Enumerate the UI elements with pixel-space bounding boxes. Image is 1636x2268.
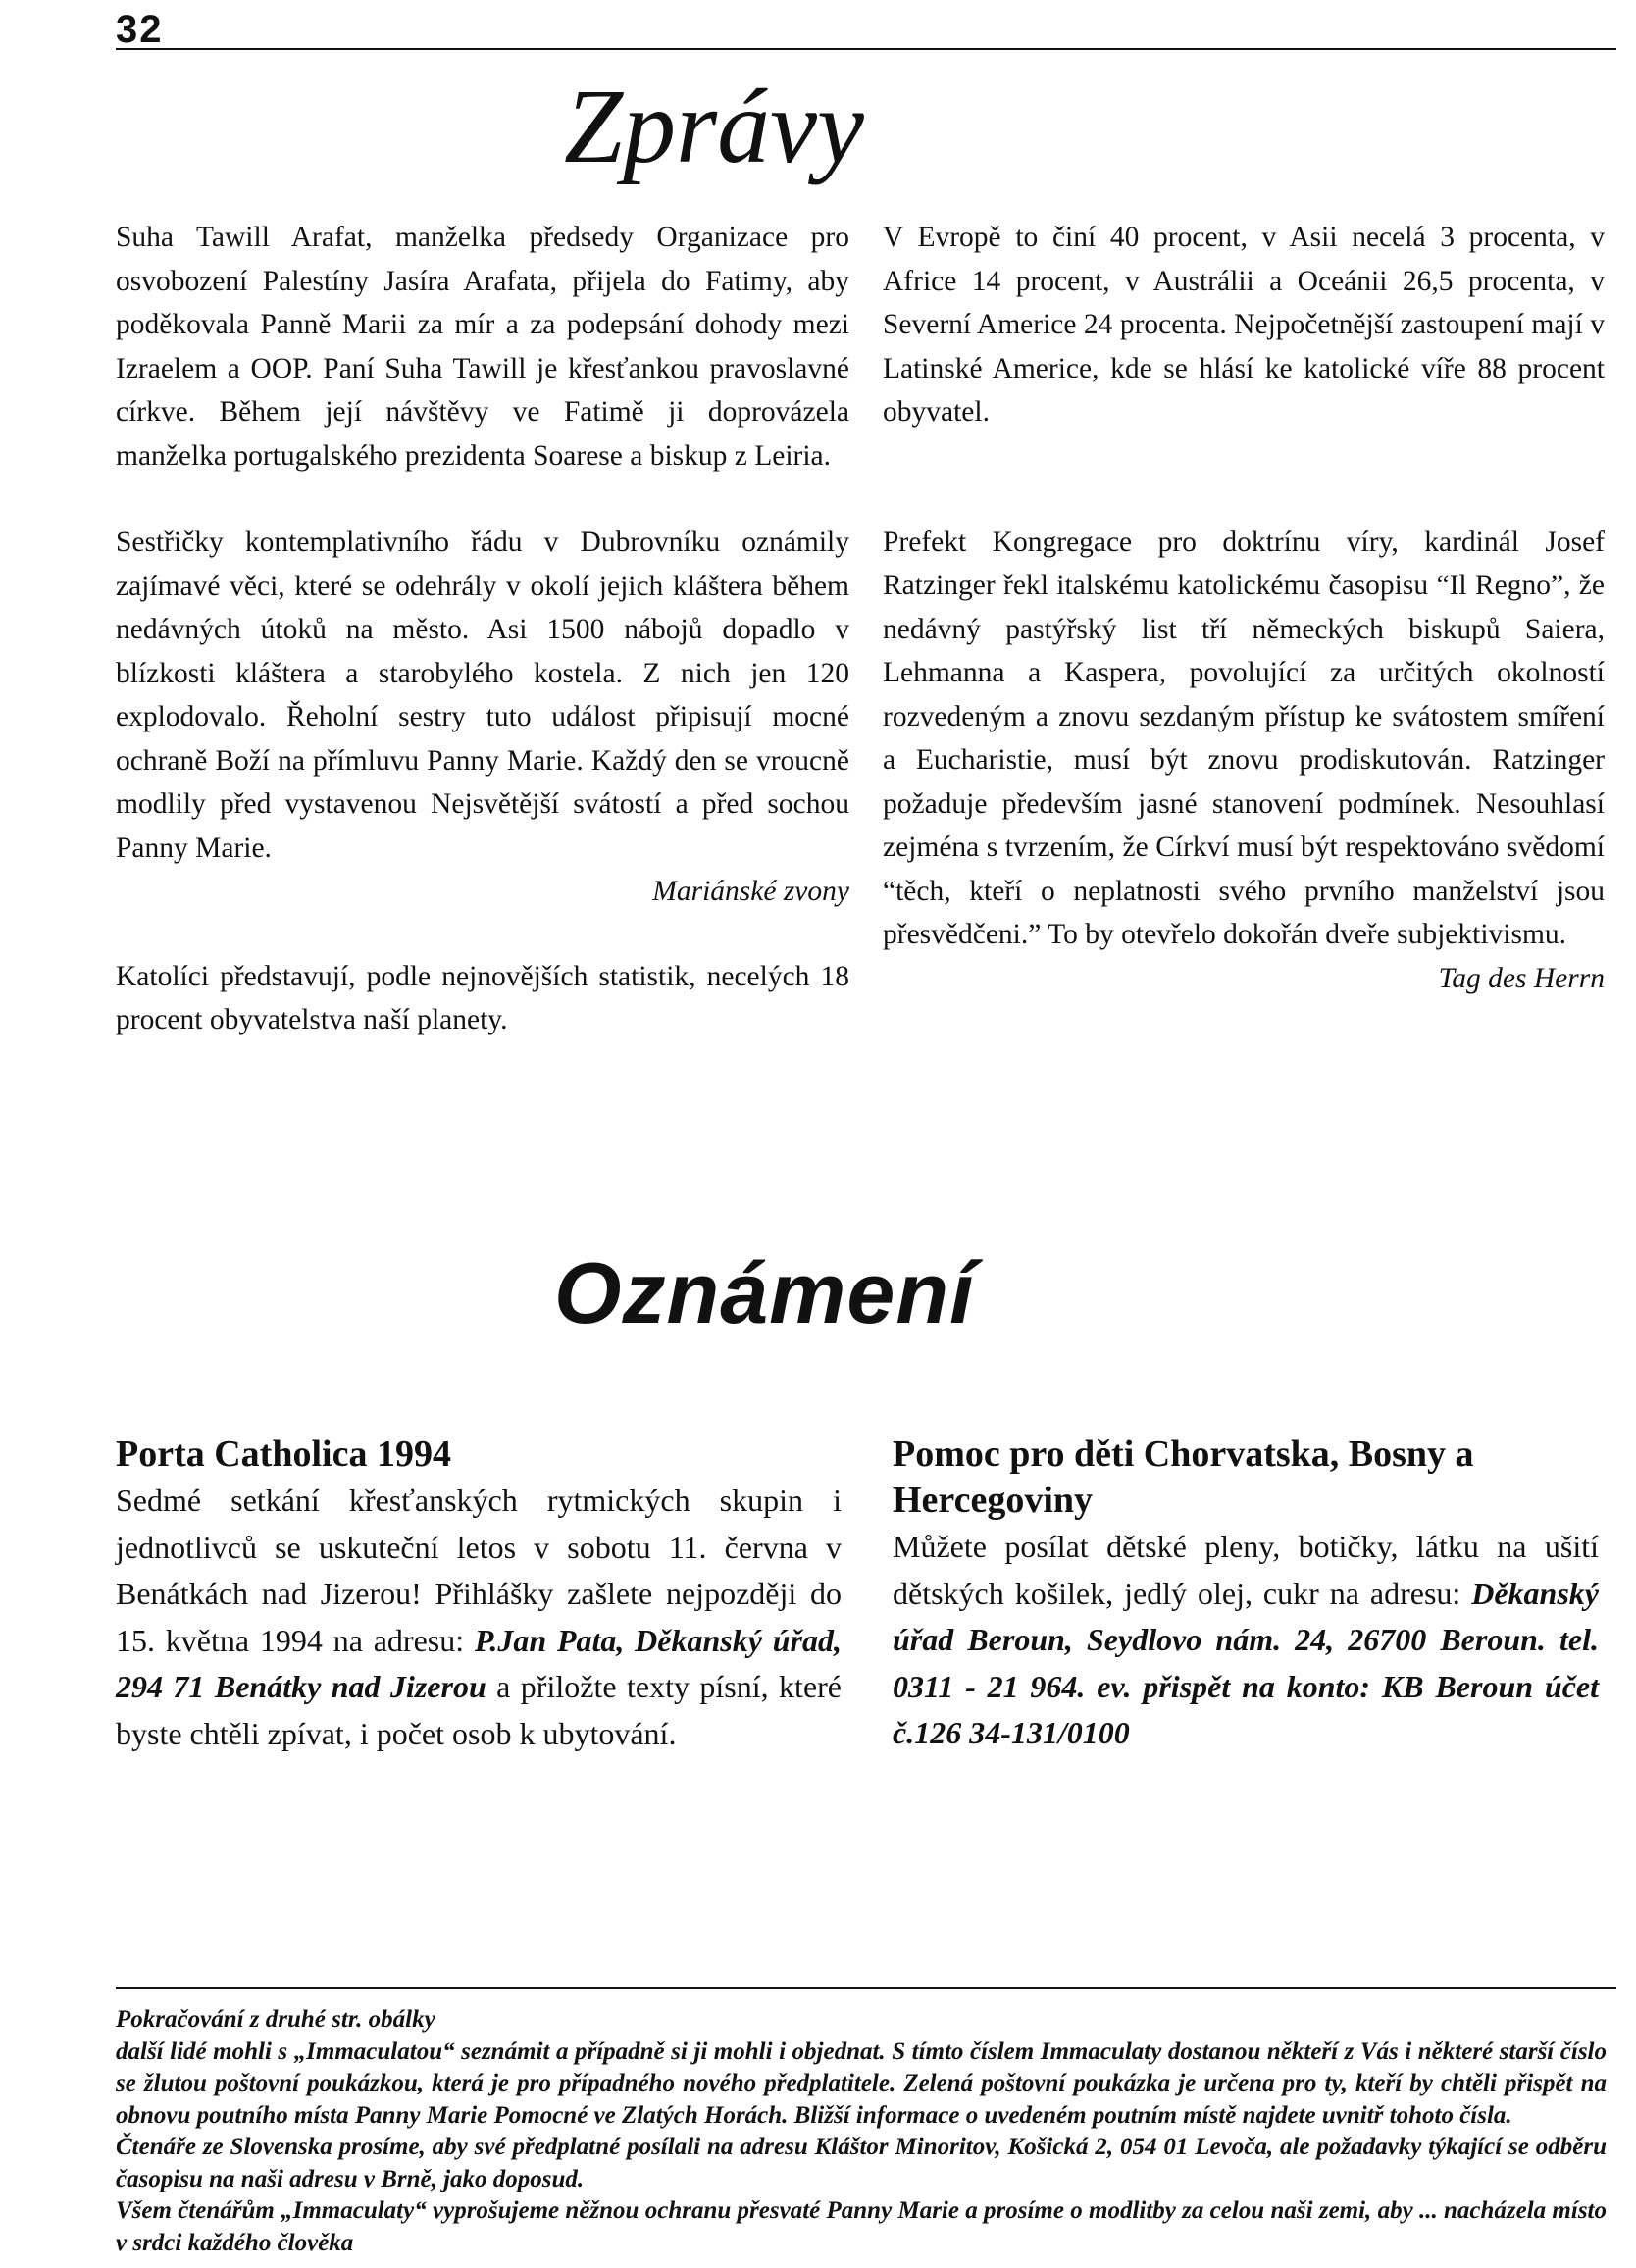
footer-heading: Pokračování z druhé str. obálky — [116, 2006, 435, 2033]
announcement-porta-catholica — [116, 1432, 842, 1757]
announcement-text: Sedmé setkání křesťanských rytmických skupin i jednotlivců se uskuteční letos v sobotu 11. června v Benátkách nad Jizerou! Přihlášky zašlete nejpozději do 15. května 1994 na adresu: P.Jan Pata, Děkanský úřad, 294 71 Benátky nad Jizerou a přiložte texty písní, které byste chtěli zpívat, i počet osob k ubytování. — [116, 1483, 843, 1751]
footer-notice — [116, 2004, 1607, 2259]
footer-paragraph: Čtenáře ze Slovenska prosíme, aby své předplatné posílali na adresu Kláštor Minoritov, Košická 2, 054 01 Levoča, ale požadavky týkající se odběru časopisu na naši adresu v Brně, jako doposud. — [116, 2134, 1607, 2192]
source-marianske-zvony: Mariánské zvony — [652, 876, 849, 907]
news-arafat: Suha Tawill Arafat, manželka předsedy Organizace pro osvobození Palestíny Jasíra Arafata, přijela do Fatimy, aby poděkovala Panně Marii za mír a za podepsání dohody mezi Izraelem a OOP. Paní Suha Tawill je křesťankou pravoslavné církve. Během její návštěvy ve Fatimě ji doprovázela manželka portugalského prezidenta Soarese a biskup z Leiria. — [116, 222, 849, 472]
announcement-children-aid — [893, 1432, 1599, 1757]
news-left-column — [116, 216, 849, 1042]
announcement-heading: Porta Catholica 1994 — [116, 1434, 451, 1475]
announcement-address: P.Jan Pata, Děkanský úřad, 294 71 Benátky nad Jizerou — [116, 1622, 843, 1704]
top-rule — [116, 48, 1616, 50]
announcement-heading: Pomoc pro děti Chorvatska, Bosny a Hercegoviny — [893, 1434, 1474, 1521]
news-dubrovnik: Sestřičky kontemplativního řádu v Dubrovníku oznámily zajímavé věci, které se odehrály v okolí jejich kláštera během nedávných útoků na město. Asi 1500 nábojů dopadlo v blízkosti kláštera a starobylého kostela. Z nich jen 120 explodovalo. Řeholní sestry tuto událost připisují mocné ochraně Boží na přímluvu Panny Marie. Každý den se vroucně modlily před vystavenou Nejsvětější svátostí a před sochou Panny Marie. — [116, 527, 849, 864]
section-title: Zprávy — [564, 69, 864, 185]
source-tag-des-herrn: Tag des Herrn — [1438, 962, 1605, 994]
news-right-column — [883, 216, 1605, 1000]
footer-paragraph: další lidé mohli s „Immaculatou“ seznámit a případně si ji mohli i objednat. S tímto číslem Immaculaty dostanou někteří z Vás i některé starší číslo se žlutou poštovní poukázkou, která je pro případného nového předplatitele. Zelená poštovní poukázka je určena pro ty, kteří by chtěli přispět na obnovu poutního místa Panny Marie Pomocné ve Zlatých Horách. Bližší informace o uvedeném poutním místě najdete uvnitř tohoto čísla. — [116, 2038, 1607, 2129]
news-stats-continued: V Evropě to činí 40 procent, v Asii necelá 3 procenta, v Africe 14 procent, v Austrálii a Oceánii 26,5 procenta, v Severní Americe 24 procenta. Nejpočetnější zastoupení mají v Latinské Americe, kde se hlásí ke katolické víře 88 procent obyvatel. — [883, 222, 1605, 428]
announcement-address: Děkanský úřad Beroun, Seydlovo nám. 24, 26700 Beroun. tel. 0311 - 21 964. ev. přispět na konto: KB Beroun účet č.126 34-131/0100 — [893, 1575, 1599, 1750]
announcement-text: Můžete posílat dětské pleny, botičky, látku na ušití dětských košilek, jedlý olej, cukr na adresu: Děkanský úřad Beroun, Seydlovo nám. 24, 26700 Beroun. tel. 0311 - 21 964. ev. přispět na konto: KB Beroun účet č.126 34-131/0100 — [893, 1529, 1599, 1750]
footer-paragraph: Všem čtenářům „Immaculaty“ vyprošujeme něžnou ochranu přesvaté Panny Marie a prosíme o modlitby za celou naši zemi, aby ... nacházela místo v srdci každého člověka — [116, 2197, 1607, 2256]
news-ratzinger: Prefekt Kongregace pro doktrínu víry, kardinál Josef Ratzinger řekl italskému katolickému časopisu “Il Regno”, že nedávný pastýřský list tří německých biskupů Saiera, Lehmanna a Kaspera, povolující za určitých okolností rozvedeným a znovu sezdaným přístup ke svátostem smíření a Eucharistie, musí být znovu prodiskutován. Ratzinger požaduje především jasné stanovení podmínek. Nesouhlasí zejména s tvrzením, že Církví musí být respektováno svědomí “těch, kteří o neplatnosti svého prvního manželství jsou přesvědčeni.” To by otevřelo dokořán dveře subjektivismu. — [883, 526, 1605, 950]
footer-rule — [116, 1987, 1616, 1989]
news-catholics-stats: Katolíci představují, podle nejnovějších statistik, necelých 18 procent obyvatelstva naší planety. — [116, 960, 849, 1035]
announcements-title: Oznámení — [554, 1244, 975, 1341]
page-number: 32 — [116, 8, 164, 51]
